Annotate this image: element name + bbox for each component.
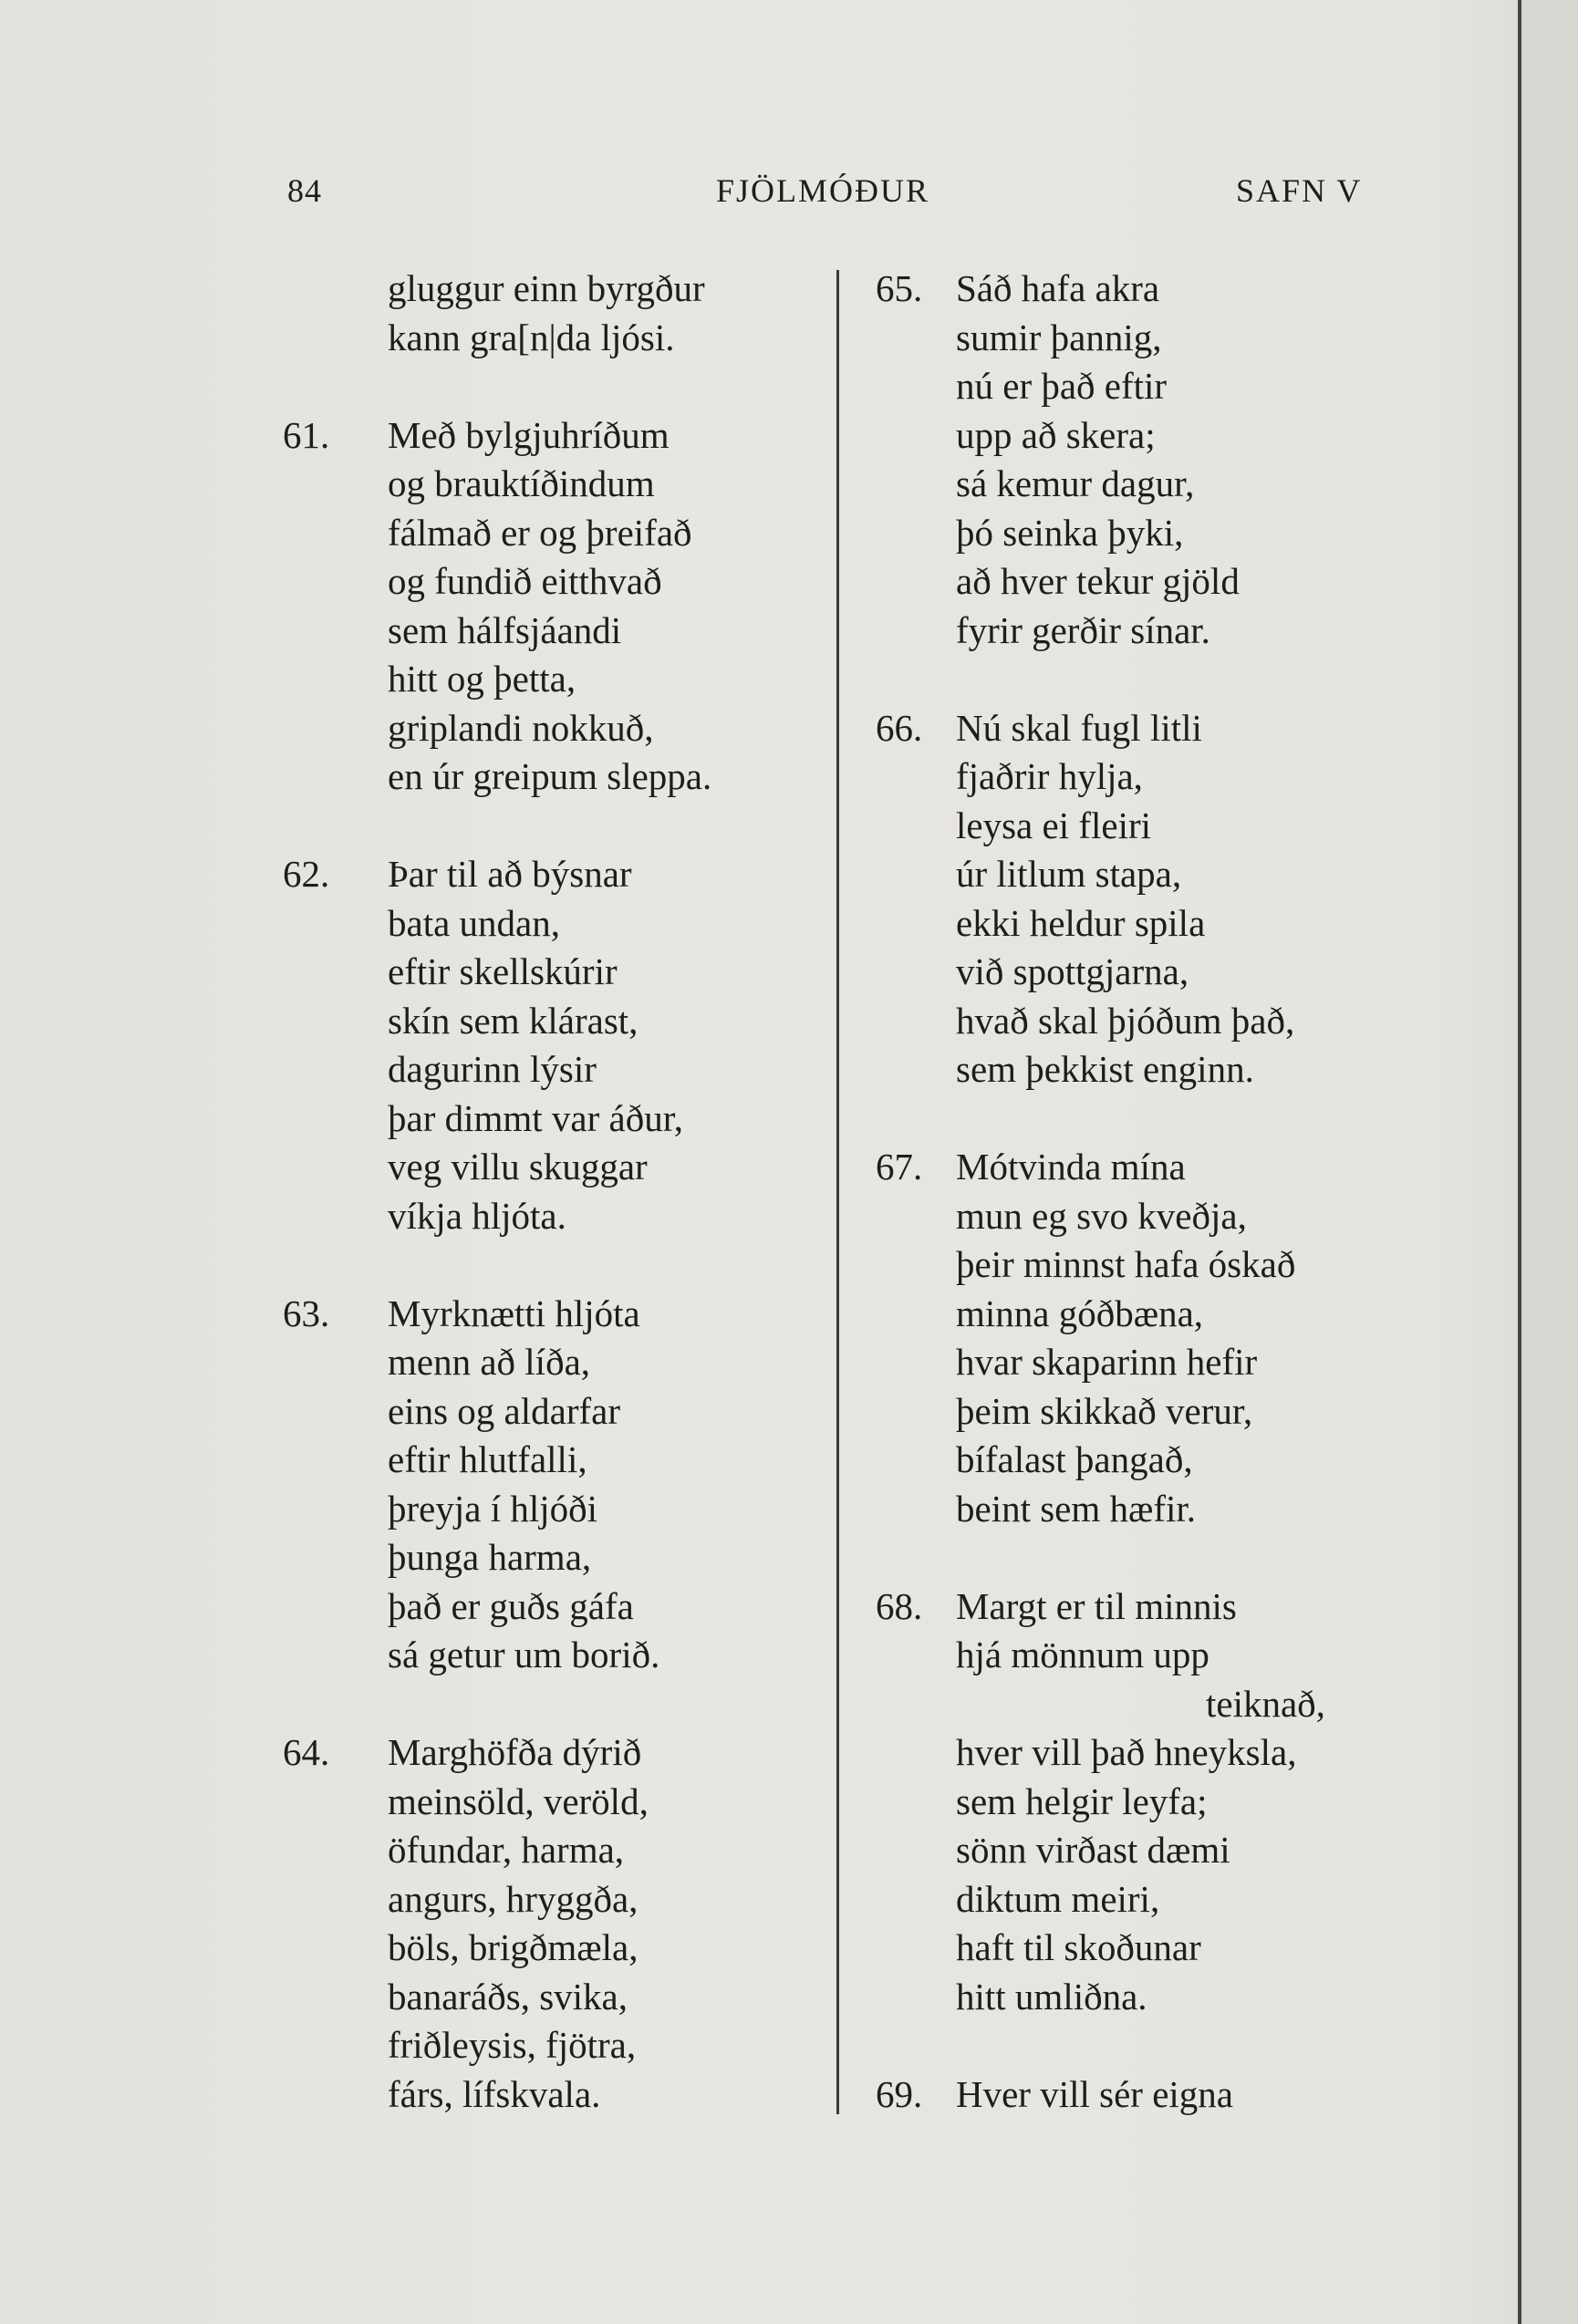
verse-line <box>283 1045 830 1095</box>
verse-text: angurs, hryggða, <box>388 1877 638 1920</box>
verse-text: dagurinn lýsir <box>388 1048 597 1090</box>
stanza-gap <box>283 1680 830 1729</box>
verse-line <box>876 362 1423 411</box>
verse-text: eftir hlutfalli, <box>388 1438 587 1480</box>
stanza <box>283 1728 830 2119</box>
verse-line <box>876 1143 1423 1192</box>
verse-line <box>876 1924 1423 1973</box>
verse-line <box>283 899 830 949</box>
page-number: 84 <box>287 172 322 209</box>
verse-line <box>876 1338 1423 1387</box>
verse-line <box>283 1192 830 1241</box>
verse-line <box>283 460 830 509</box>
verse-line <box>876 1192 1423 1241</box>
verse-text: hjá mönnum upp <box>956 1634 1209 1676</box>
verse-line <box>876 948 1423 997</box>
column-divider <box>836 270 839 2114</box>
stanza-number: 67. <box>876 1146 923 1188</box>
verse-text: öfundar, harma, <box>388 1829 625 1871</box>
verse-line <box>283 1826 830 1875</box>
verse-text: veg villu skuggar <box>388 1146 648 1188</box>
verse-text: skín sem klárast, <box>388 999 638 1042</box>
verse-text: Hver vill sér eigna <box>956 2072 1233 2115</box>
verse-line <box>283 1095 830 1144</box>
verse-line <box>283 997 830 1046</box>
verse-text: minna góðbæna, <box>956 1292 1204 1334</box>
stanza-gap <box>876 655 1423 704</box>
verse-line <box>876 1582 1423 1632</box>
verse-line <box>283 1387 830 1437</box>
verse-line <box>876 899 1423 949</box>
verse-text: menn að líða, <box>388 1341 591 1383</box>
verse-text: fjaðrir hylja, <box>956 755 1143 797</box>
stanza <box>283 265 830 362</box>
stanza <box>876 704 1423 1095</box>
verse-line <box>876 460 1423 509</box>
verse-text: hver vill það hneyksla, <box>956 1731 1297 1773</box>
verse-text: griplandi nokkuð, <box>388 706 654 749</box>
stanza <box>876 265 1423 655</box>
verse-text: fárs, lífskvala. <box>388 2072 601 2115</box>
page-edge-shadow <box>1521 0 1578 2324</box>
stanza <box>876 1582 1423 2022</box>
verse-text: þreyja í hljóði <box>388 1487 598 1530</box>
verse-text: nú er það eftir <box>956 365 1168 407</box>
verse-line <box>283 1924 830 1973</box>
verse-text: að hver tekur gjöld <box>956 560 1240 602</box>
verse-line <box>876 1045 1423 1095</box>
stanza <box>283 1290 830 1680</box>
verse-line <box>876 1826 1423 1875</box>
verse-text: víkja hljóta. <box>388 1194 566 1237</box>
verse-line <box>283 1728 830 1778</box>
verse-text: upp að skera; <box>956 413 1156 456</box>
verse-text: böls, brigðmæla, <box>388 1926 638 1968</box>
verse-line <box>283 655 830 704</box>
stanza-number: 64. <box>283 1731 330 1773</box>
verse-line <box>876 1973 1423 2022</box>
verse-line <box>876 1875 1423 1925</box>
verse-text: kann gra[n|da ljósi. <box>388 316 675 358</box>
verse-line <box>876 509 1423 558</box>
verse-text: sá getur um borið. <box>388 1634 660 1676</box>
verse-line <box>283 1875 830 1925</box>
verse-line <box>283 509 830 558</box>
verse-text: Mótvinda mína <box>956 1146 1186 1188</box>
verse-text: sönn virðast dæmi <box>956 1829 1230 1871</box>
verse-line <box>283 850 830 899</box>
verse-line <box>283 314 830 363</box>
verse-text: úr litlum stapa, <box>956 853 1182 895</box>
verse-line <box>283 411 830 461</box>
verse-line <box>876 411 1423 461</box>
verse-text: beint sem hæfir. <box>956 1487 1197 1530</box>
stanza <box>876 2070 1423 2120</box>
verse-text: leysa ei fleiri <box>956 804 1152 846</box>
verse-text: sumir þannig, <box>956 316 1162 358</box>
verse-line <box>876 997 1423 1046</box>
right-column <box>876 265 1423 2119</box>
verse-line <box>876 1485 1423 1534</box>
verse-line <box>283 1778 830 1827</box>
verse-line <box>283 1631 830 1680</box>
verse-text: hvað skal þjóðum það, <box>956 999 1295 1042</box>
verse-line <box>283 1582 830 1632</box>
verse-line <box>283 704 830 753</box>
verse-line <box>876 802 1423 851</box>
verse-text: Myrknætti hljóta <box>388 1292 640 1334</box>
verse-line <box>876 265 1423 314</box>
verse-text: þó seinka þyki, <box>956 511 1184 554</box>
verse-line <box>283 607 830 656</box>
verse-line <box>876 1728 1423 1778</box>
verse-line <box>283 752 830 802</box>
verse-text: það er guðs gáfa <box>388 1584 634 1627</box>
running-title: FJÖLMÓÐUR <box>716 172 930 209</box>
stanza-number: 68. <box>876 1584 923 1627</box>
verse-line <box>876 1778 1423 1827</box>
verse-text: bata undan, <box>388 901 560 944</box>
verse-line <box>283 1338 830 1387</box>
verse-text: hitt og þetta, <box>388 658 576 700</box>
verse-line <box>876 314 1423 363</box>
verse-text: gluggur einn byrgður <box>388 267 705 309</box>
verse-text: þar dimmt var áður, <box>388 1096 683 1139</box>
stanza-gap <box>876 2021 1423 2070</box>
verse-line <box>876 1631 1423 1680</box>
stanza-gap <box>876 1533 1423 1582</box>
verse-text: og fundið eitthvað <box>388 560 662 602</box>
verse-text: Marghöfða dýrið <box>388 1731 642 1773</box>
stanza-gap <box>283 362 830 411</box>
verse-text: þunga harma, <box>388 1536 592 1578</box>
verse-text: en úr greipum sleppa. <box>388 755 712 797</box>
verse-line <box>876 607 1423 656</box>
verse-text: við spottgjarna, <box>956 950 1189 992</box>
verse-text: sem þekkist enginn. <box>956 1048 1254 1090</box>
page-edge <box>1518 0 1521 2324</box>
verse-line <box>283 2070 830 2120</box>
verse-text: eftir skellskúrir <box>388 950 618 992</box>
verse-line <box>876 850 1423 899</box>
verse-text: meinsöld, veröld, <box>388 1779 649 1822</box>
verse-line <box>283 557 830 607</box>
verse-text: teiknað, <box>1206 1682 1325 1725</box>
verse-line <box>283 2021 830 2070</box>
verse-line <box>283 1436 830 1485</box>
verse-text: og brauktíðindum <box>388 462 655 504</box>
verse-text: Sáð hafa akra <box>956 267 1160 309</box>
verse-line <box>876 1387 1423 1437</box>
verse-line <box>283 1290 830 1339</box>
verse-text: sá kemur dagur, <box>956 462 1195 504</box>
left-column <box>283 265 830 2119</box>
verse-text: þeir minnst hafa óskað <box>956 1243 1296 1285</box>
verse-line <box>283 1143 830 1192</box>
stanza-number: 65. <box>876 267 923 309</box>
stanza-number: 63. <box>283 1292 330 1334</box>
verse-text: sem helgir leyfa; <box>956 1779 1208 1822</box>
verse-line <box>876 1240 1423 1290</box>
verse-text: Margt er til minnis <box>956 1584 1237 1627</box>
verse-text: banaráðs, svika, <box>388 1975 628 2018</box>
verse-line <box>283 1973 830 2022</box>
verse-line <box>876 1290 1423 1339</box>
stanza <box>876 1143 1423 1533</box>
verse-line <box>283 948 830 997</box>
verse-text: haft til skoðunar <box>956 1926 1201 1968</box>
verse-text: Þar til að býsnar <box>388 853 632 895</box>
verse-text: eins og aldarfar <box>388 1389 620 1432</box>
verse-text: þeim skikkað verur, <box>956 1389 1253 1432</box>
verse-line <box>283 1485 830 1534</box>
verse-text: hvar skaparinn hefir <box>956 1341 1258 1383</box>
verse-line <box>876 704 1423 753</box>
verse-text: Nú skal fugl litli <box>956 706 1202 749</box>
verse-text: mun eg svo kveðja, <box>956 1194 1247 1237</box>
verse-text: diktum meiri, <box>956 1877 1160 1920</box>
verse-text: ekki heldur spila <box>956 901 1206 944</box>
verse-text: Með bylgjuhríðum <box>388 413 670 456</box>
verse-line <box>283 1533 830 1582</box>
verse-line <box>876 1436 1423 1485</box>
verse-text: sem hálfsjáandi <box>388 608 622 651</box>
stanza <box>283 411 830 802</box>
verse-line <box>876 2070 1423 2120</box>
stanza-gap <box>876 1095 1423 1144</box>
section-label: SAFN V <box>1236 172 1363 209</box>
stanza-gap <box>283 802 830 851</box>
verse-line <box>876 752 1423 802</box>
verse-line <box>876 1680 1423 1729</box>
stanza-number: 61. <box>283 413 330 456</box>
verse-text: hitt umliðna. <box>956 1975 1147 2018</box>
verse-text: bífalast þangað, <box>956 1438 1193 1480</box>
verse-text: friðleysis, fjötra, <box>388 2024 637 2066</box>
stanza-number: 69. <box>876 2072 923 2115</box>
stanza-number: 62. <box>283 853 330 895</box>
verse-line <box>283 265 830 314</box>
verse-text: fyrir gerðir sínar. <box>956 608 1210 651</box>
stanza <box>283 850 830 1240</box>
stanza-gap <box>283 1240 830 1290</box>
verse-text: fálmað er og þreifað <box>388 511 692 554</box>
stanza-number: 66. <box>876 706 923 749</box>
verse-line <box>876 557 1423 607</box>
